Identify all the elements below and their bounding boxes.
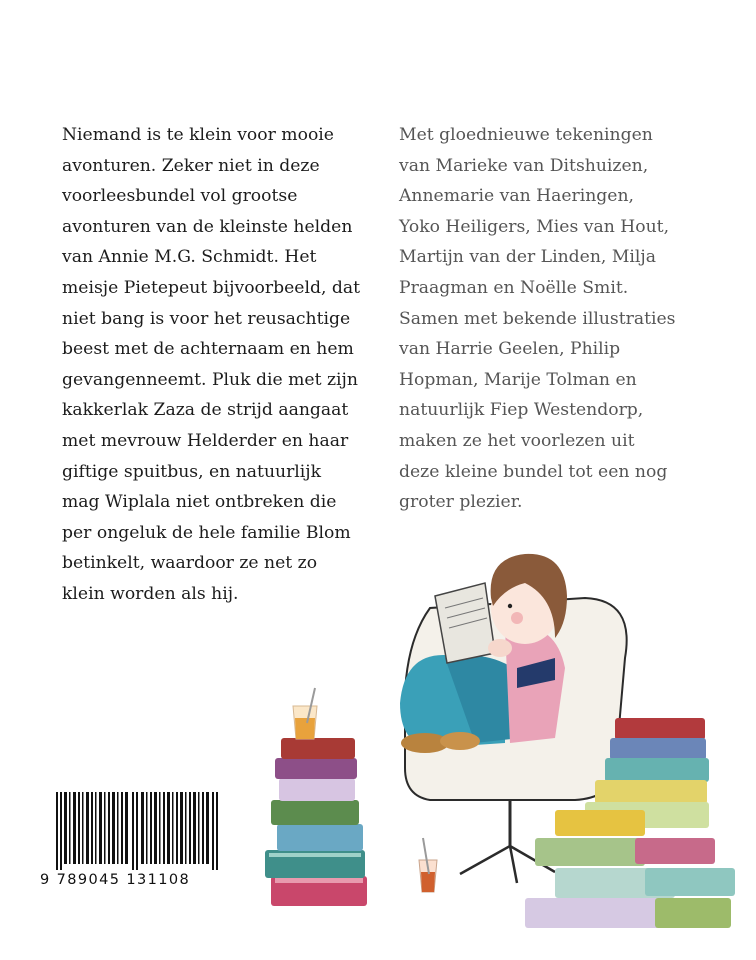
isbn-number: 9 789045 131108 xyxy=(40,872,191,888)
blurb-right-line: deze kleine bundel tot een nog xyxy=(399,461,668,482)
blurb-right-line: maken ze het voorlezen uit xyxy=(399,430,635,451)
blurb-left-line: gevangenneemt. Pluk die met zijn xyxy=(62,369,358,390)
blurb-left-line: met mevrouw Helderder en haar xyxy=(62,430,349,451)
blurb-left xyxy=(62,120,360,610)
barcode xyxy=(40,792,218,892)
blurb-left-line: niet bang is voor het reusachtige xyxy=(62,308,351,329)
blurb-right-line: Praagman en Noëlle Smit. xyxy=(399,277,629,298)
blurb-left-line: meisje Pietepeut bijvoorbeeld, dat xyxy=(62,277,361,298)
blurb-left-line: beest met de achternaam en hem xyxy=(62,339,354,360)
blurb-right-line: van Harrie Geelen, Philip xyxy=(399,339,621,360)
blurb-right-line: groter plezier. xyxy=(399,492,523,513)
floor-glass xyxy=(419,838,437,892)
reading-child-illustration xyxy=(255,538,755,960)
blurb-right-line: Yoko Heiligers, Mies van Hout, xyxy=(399,216,670,237)
blurb-right-line: van Marieke van Ditshuizen, xyxy=(399,155,649,176)
blurb-left-line: mag Wiplala niet ontbreken die xyxy=(62,492,337,513)
blurb-left-line: per ongeluk de hele familie Blom xyxy=(62,522,351,543)
blurb-right-line: Met gloednieuwe tekeningen xyxy=(399,125,653,145)
blurb-right-line: Annemarie van Haeringen, xyxy=(399,186,635,207)
barcode-bars xyxy=(56,792,218,870)
blurb-right-line: natuurlijk Fiep Westendorp, xyxy=(399,400,644,421)
blurb-left-line: van Annie M.G. Schmidt. Het xyxy=(62,247,317,268)
blurb-left-line: avonturen. Zeker niet in deze xyxy=(62,155,320,176)
blurb-right xyxy=(399,120,675,518)
blurb-left-line: Niemand is te klein voor mooie xyxy=(62,125,334,145)
blurb-left-line: avonturen van de kleinste helden xyxy=(62,216,353,237)
blurb-right-line: Martijn van der Linden, Milja xyxy=(399,247,656,268)
blurb-right-line: Samen met bekende illustraties xyxy=(399,308,676,329)
left-book-stack xyxy=(265,688,367,906)
blurb-left-line: voorleesbundel vol grootse xyxy=(62,186,298,207)
blurb-left-line: klein worden als hij. xyxy=(62,583,239,604)
blurb-right-line: Hopman, Marije Tolman en xyxy=(399,369,637,390)
blurb-left-line: kakkerlak Zaza de strijd aangaat xyxy=(62,400,349,421)
blurb-left-line: giftige spuitbus, en natuurlijk xyxy=(62,461,322,482)
blurb-left-line: betinkelt, waardoor ze net zo xyxy=(62,553,318,574)
